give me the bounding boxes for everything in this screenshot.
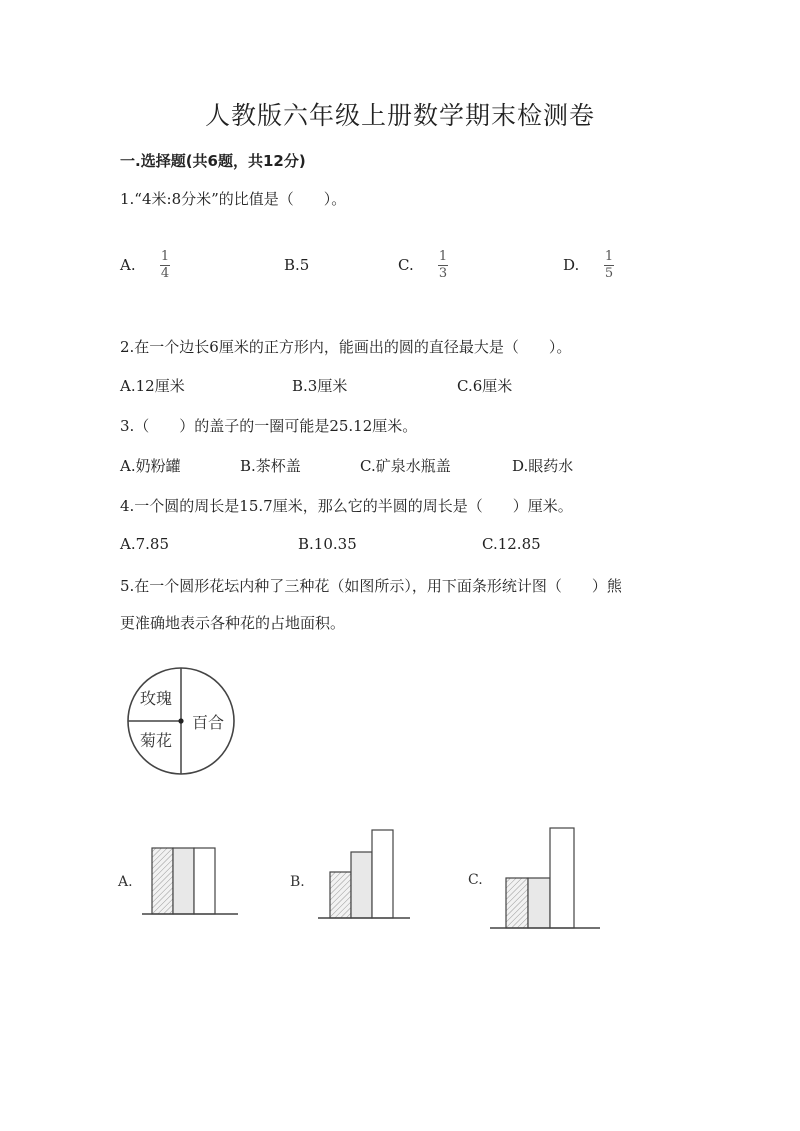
q4-option-b[interactable]: B.10.35 (298, 535, 357, 553)
bar-b-chrysanthemum (351, 852, 372, 918)
question-4: 4.一个圆的周长是15.7厘米，那么它的半圆的周长是（ ）厘米。 (120, 497, 573, 515)
question-3: 3.（ ）的盖子的一圈可能是25.12厘米。 (120, 417, 418, 435)
q3-option-a[interactable]: A.奶粉罐 (120, 457, 181, 475)
bar-a-chrysanthemum (173, 848, 194, 914)
section-heading: 一.选择题(共6题，共12分) (120, 152, 306, 170)
bar-a-lily (194, 848, 215, 914)
pie-label-chrysanthemum: 菊花 (140, 731, 173, 750)
bar-c-rose (506, 878, 528, 928)
fraction-denominator: 4 (160, 266, 170, 281)
bar-c-chrysanthemum (528, 878, 550, 928)
bar-chart-options (110, 820, 630, 940)
center-dot (178, 718, 183, 723)
fraction-numerator: 1 (438, 249, 448, 264)
q1-option-c[interactable] (398, 249, 448, 281)
bar-option-c[interactable] (468, 828, 600, 928)
q1-option-c-label: C. (398, 256, 414, 274)
fraction-denominator: 5 (604, 266, 614, 281)
question-1: 1.“4米:8分米”的比值是（ ）。 (120, 190, 347, 208)
bar-c-lily (550, 828, 574, 928)
q3-option-c[interactable]: C.矿泉水瓶盖 (360, 457, 451, 475)
q4-option-a[interactable]: A.7.85 (120, 535, 169, 553)
question-5-line-2: 更准确地表示各种花的占地面积。 (120, 614, 346, 632)
q4-option-c[interactable]: C.12.85 (482, 535, 541, 553)
q3-option-d[interactable]: D.眼药水 (512, 457, 574, 475)
fraction-numerator: 1 (604, 249, 614, 264)
bar-b-rose (330, 872, 351, 918)
q1-option-d-fraction (604, 250, 614, 281)
q1-option-a-label: A. (120, 256, 136, 274)
fraction-denominator: 3 (438, 266, 448, 281)
q2-option-c[interactable]: C.6厘米 (457, 377, 513, 395)
q1-option-b[interactable]: B.5 (284, 256, 310, 274)
page-title: 人教版六年级上册数学期末检测卷 (204, 101, 595, 130)
q1-option-d[interactable] (563, 249, 614, 281)
bar-option-c-label: C. (468, 872, 483, 888)
q1-option-a[interactable] (120, 249, 170, 281)
q1-option-a-fraction (160, 250, 170, 281)
pie-label-lily: 百合 (192, 713, 225, 732)
pie-label-rose: 玫瑰 (140, 689, 173, 708)
question-5-line-1: 5.在一个圆形花坛内种了三种花（如图所示），用下面条形统计图（ ）熊 (120, 577, 622, 595)
bar-b-lily (372, 830, 393, 918)
q1-option-d-label: D. (563, 256, 580, 274)
flower-bed-diagram (120, 662, 245, 782)
bar-option-b[interactable] (290, 830, 410, 918)
q2-option-b[interactable]: B.3厘米 (292, 377, 348, 395)
bar-a-rose (152, 848, 173, 914)
bar-option-a[interactable] (117, 848, 238, 914)
bar-option-a-label: A. (118, 874, 133, 890)
bar-option-b-label: B. (290, 874, 305, 890)
q2-option-a[interactable]: A.12厘米 (120, 377, 185, 395)
fraction-numerator: 1 (160, 249, 170, 264)
question-2: 2.在一个边长6厘米的正方形内，能画出的圆的直径最大是（ ）。 (120, 338, 572, 356)
q3-option-b[interactable]: B.茶杯盖 (240, 457, 301, 475)
q1-option-c-fraction (438, 250, 448, 281)
